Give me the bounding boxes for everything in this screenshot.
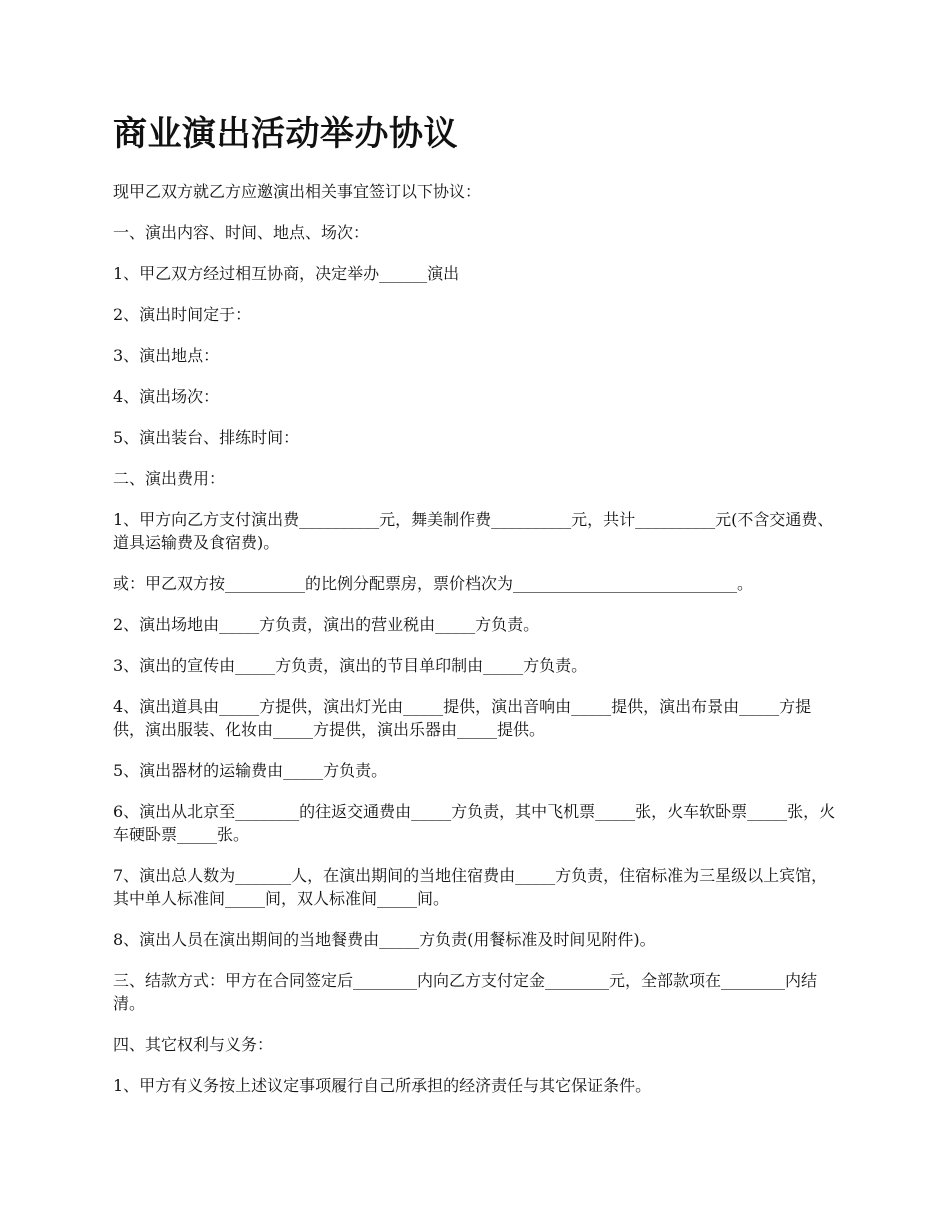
clause-performance-name: 1、甲乙双方经过相互协商，决定举办______演出: [113, 264, 460, 283]
clause-performance-location: 3、演出地点：: [113, 346, 220, 365]
clause-meals: 8、演出人员在演出期间的当地餐费由_____方负责(用餐标准及时间见附件)。: [113, 930, 656, 949]
document-title: 商业演出活动举办协议: [113, 114, 458, 154]
clause-fee-payment: 1、甲方向乙方支付演出费__________元，舞美制作费__________元，共计__________元(不含交通费、道具运输费及食宿费)。: [113, 510, 834, 552]
clause-props-equipment: 4、演出道具由_____方提供，演出灯光由_____提供，演出音响由_____提供，演出布景由_____方提供，演出服装、化妆由_____方提供，演出乐器由_____提供。: [113, 697, 812, 739]
clause-promotion-program: 3、演出的宣传由_____方负责，演出的节目单印制由_____方负责。: [113, 656, 588, 675]
section-payment-terms: 三、结款方式：甲方在合同签定后________内向乙方支付定金________元，全部款项在________内结清。: [113, 971, 818, 1013]
intro-paragraph: 现甲乙双方就乙方应邀演出相关事宜签订以下协议：: [113, 182, 482, 201]
clause-transport-equipment: 5、演出器材的运输费由_____方负责。: [113, 761, 388, 780]
section-heading-other-rights: 四、其它权利与义务：: [113, 1035, 274, 1054]
document-page: [113, 110, 843, 1115]
clause-performance-sessions: 4、演出场次：: [113, 387, 220, 406]
section-heading-performance: 一、演出内容、时间、地点、场次：: [113, 223, 370, 242]
section-heading-fees: 二、演出费用：: [113, 469, 226, 488]
clause-venue-tax: 2、演出场地由_____方负责，演出的营业税由_____方负责。: [113, 615, 540, 634]
clause-party-a-obligation: 1、甲方有义务按上述议定事项履行自己所承担的经济责任与其它保证条件。: [113, 1076, 652, 1095]
clause-travel-tickets: 6、演出从北京至________的往返交通费由_____方负责，其中飞机票_____张，火车软卧票_____张，火车硬卧票_____张。: [113, 802, 836, 844]
clause-accommodation: 7、演出总人数为_______人，在演出期间的当地住宿费由_____方负责，住宿标准为三星级以上宾馆，其中单人标准间_____间，双人标准间_____间。: [113, 866, 828, 908]
clause-box-office-split: 或：甲乙双方按__________的比例分配票房，票价档次为____________________________。: [113, 574, 754, 593]
clause-setup-rehearsal: 5、演出装台、排练时间：: [113, 428, 300, 447]
clause-performance-time: 2、演出时间定于：: [113, 305, 252, 324]
